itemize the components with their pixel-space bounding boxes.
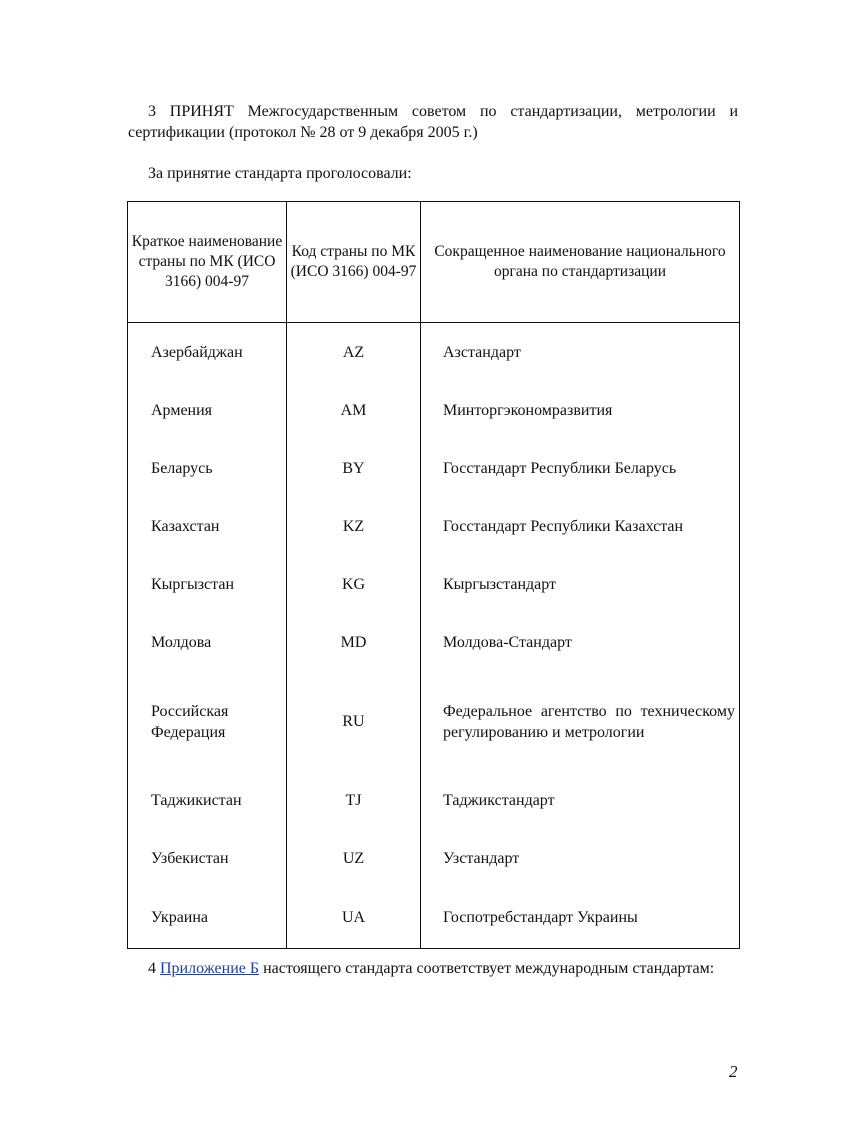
country-code: MD [287, 614, 421, 672]
country-name: Украина [128, 888, 287, 949]
paragraph-number: 4 [148, 960, 156, 977]
header-country-name: Краткое наименование страны по МК (ИСО 3166) 004-97 [128, 202, 287, 323]
standards-body: Таджикстандарт [421, 772, 740, 830]
country-code: TJ [287, 772, 421, 830]
standards-body: Молдова-Стандарт [421, 614, 740, 672]
country-name: Молдова [128, 614, 287, 672]
header-standards-body: Сокращенное наименование национального органа по стандартизации [421, 202, 740, 323]
paragraph-adopted: 3 ПРИНЯТ Межгосударственным советом по стандартизации, метрологии и сертификации (протокол № 28 от 9 декабря 2005 г.) [128, 103, 738, 141]
header-country-code: Код страны по МК (ИСО 3166) 004-97 [287, 202, 421, 323]
country-code: KZ [287, 498, 421, 556]
table-row [128, 382, 740, 440]
table-row [128, 614, 740, 672]
table-row [128, 498, 740, 556]
country-code: AM [287, 382, 421, 440]
country-name: Казахстан [128, 498, 287, 556]
table-row [128, 323, 740, 382]
country-name: Узбекистан [128, 830, 287, 888]
country-code: UZ [287, 830, 421, 888]
standards-body: Узстандарт [421, 830, 740, 888]
standards-body: Минторгэкономразвития [421, 382, 740, 440]
country-name: Российская Федерация [128, 672, 287, 772]
country-code: BY [287, 440, 421, 498]
annex-b-link[interactable]: Приложение Б [160, 960, 260, 977]
page-number: 2 [729, 1062, 738, 1081]
table-row [128, 888, 740, 949]
country-code: RU [287, 672, 421, 772]
standards-body: Федеральное агентство по техническому регулированию и метрологии [421, 672, 740, 772]
country-name: Армения [128, 382, 287, 440]
country-code: UA [287, 888, 421, 949]
country-name: Беларусь [128, 440, 287, 498]
table-header-row [128, 202, 740, 323]
table-row [128, 772, 740, 830]
table-row [128, 556, 740, 614]
table-row [128, 440, 740, 498]
country-name: Азербайджан [128, 323, 287, 382]
standards-body: Кыргызстандарт [421, 556, 740, 614]
country-code: AZ [287, 323, 421, 382]
country-code: KG [287, 556, 421, 614]
standards-body: Азстандарт [421, 323, 740, 382]
standards-body: Госстандарт Республики Беларусь [421, 440, 740, 498]
country-name: Кыргызстан [128, 556, 287, 614]
country-name: Таджикистан [128, 772, 287, 830]
paragraph-text: настоящего стандарта соответствует международным стандартам: [263, 960, 715, 977]
table-row [128, 830, 740, 888]
paragraph-annex-compliance [128, 958, 738, 979]
standards-body: Госпотребстандарт Украины [421, 888, 740, 949]
voting-countries-table [127, 201, 740, 949]
table-row [128, 672, 740, 772]
paragraph-votes-intro: За принятие стандарта проголосовали: [148, 165, 412, 182]
standards-body: Госстандарт Республики Казахстан [421, 498, 740, 556]
